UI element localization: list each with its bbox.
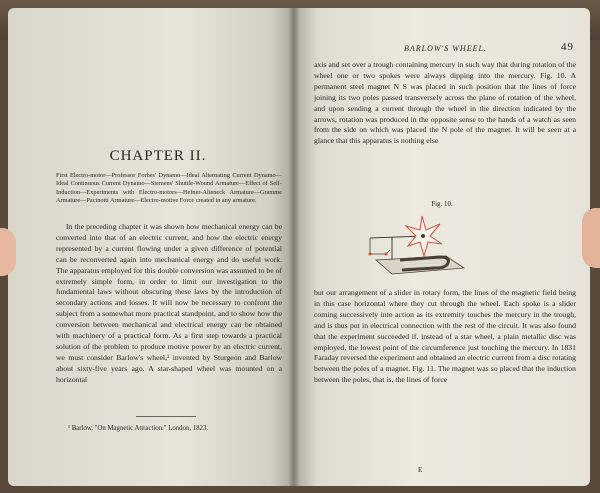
chapter-title: CHAPTER II.: [109, 148, 207, 164]
running-head-title: BARLOW'S WHEEL.: [404, 44, 487, 53]
figure-caption: Fig. 10.: [431, 200, 453, 208]
signature-mark: E: [418, 466, 423, 474]
left-thumb: [0, 228, 16, 276]
right-page: [294, 8, 590, 486]
footnote-rule: [136, 416, 196, 417]
right-thumb: [582, 208, 600, 268]
chapter-synopsis: First Electro-motor—Professor Forbes' Dynamo—Ideal Alternating Current Dynamo—Ideal Continuous Current Dynamo—Siemens' Shuttle-Wound Armature—Effect of Self-Induction—Experiments with Electro-motors—Hefner-Alteneck Armature—Gramme Armature—Pacinotti Armature—Electro-motive Force created in any armature.: [56, 172, 282, 205]
open-book: [8, 8, 590, 486]
right-body-bottom: but our arrangement of a slider in rotary form, the lines of the magnetic field being in this case horizontal where they cut through the wheel. Each spoke is a slider coming successively into action as its extremity touches the mercury in the trough, and is thus put in electrical connection with the rest of the circuit. It was also found that the experiment succeeded if, instead of a star wheel, a plain metallic disc was employed, the lowest point of the circumference just touching the mercury. In 1831 Faraday reversed the experiment and obtained an electric current from a disc rotating between the poles of a magnet. Fig. 11. The magnet was so placed that the induction between the poles, that is, the lines of force: [314, 288, 576, 385]
footnote: ¹ Barlow, "On Magnetic Attraction." London, 1823.: [68, 425, 209, 432]
circuit-wire: [370, 238, 390, 254]
terminal-right: [385, 253, 388, 256]
terminal-left: [369, 253, 372, 256]
book-gutter: [288, 8, 300, 486]
wheel-hub: [421, 234, 425, 238]
barlow-wheel-figure: [362, 210, 474, 282]
page-number: 49: [561, 41, 574, 53]
right-body-top: axis and set over a trough containing mercury in such way that during rotation of the wheel one or two spokes were always dipping into the mercury. Fig. 10. A permanent steel magnet N S was placed in such position that the lines of force joining its two poles passed transversely across the plane of rotation of the wheel, and upon sending a current through the wheel in the direction indicated by the arrows, rotation was produced in the opposite sense to the hands of a watch as seen from the side on which was placed the N pole of the magnet. It will be seen at a glance that this apparatus is nothing else: [314, 60, 576, 146]
left-body-paragraph: In the preceding chapter it was shown how mechanical energy can be converted into that of an electric current, and how the electric energy represented by a current flowing under a given difference of potential can be reconverted again into mechanical energy and do useful work. The apparatus employed for this double conversion was assumed to be of extremely simple form, in order to limit our investigation to the fundamental laws without obscuring these laws by the introduction of secondary actions and losses. It will now be necessary to confront the subject from a somewhat more practical standpoint, and to show how the conversion between mechanical and electrical energy can be obtained with machinery of a practical form. As a first step towards a practical solution of the problem to produce motive power by an electric current, we must consider Barlow's wheel,¹ invented by Sturgeon and Barlow about sixty-five years ago. A star-shaped wheel was mounted on a horizontal: [56, 222, 282, 384]
left-page: [8, 8, 294, 486]
left-page-body: [56, 222, 282, 386]
